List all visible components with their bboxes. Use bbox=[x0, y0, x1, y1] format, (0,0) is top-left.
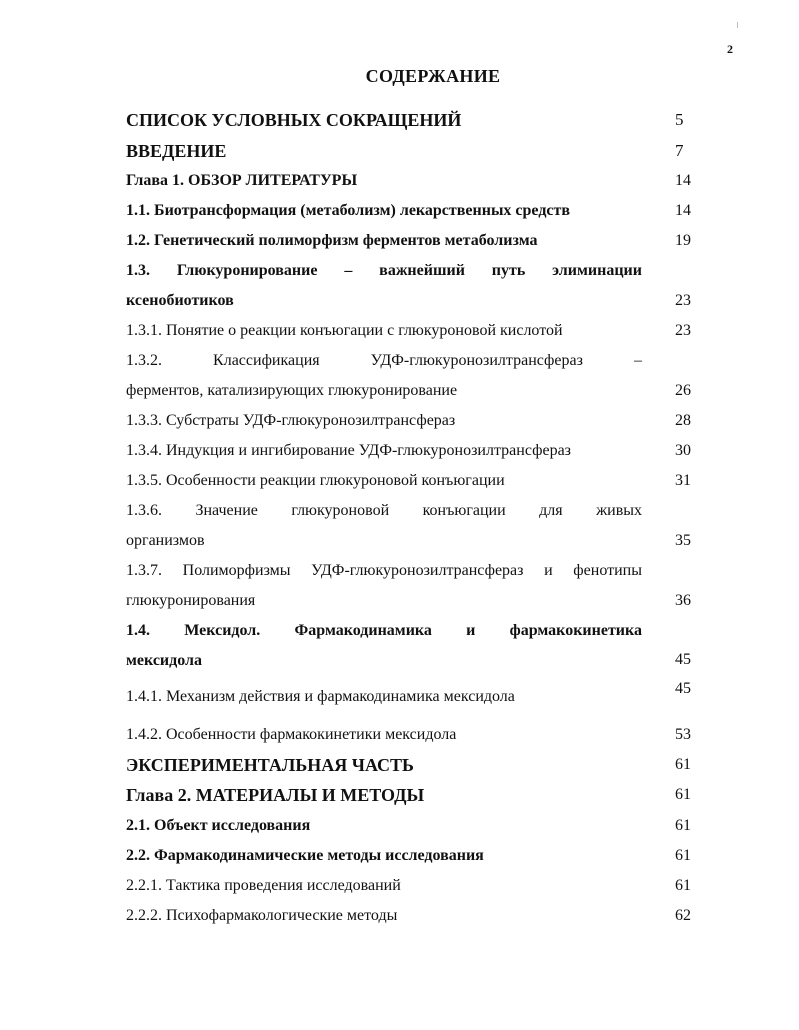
toc-entry-section-1-4-continued: мексидола bbox=[126, 652, 202, 669]
toc-page-number: 61 bbox=[675, 847, 691, 864]
page-number: 2 bbox=[727, 42, 733, 56]
toc-entry-subsection-1-3-7-continued: глюкуронирования bbox=[126, 592, 256, 609]
toc-entry-subsection-1-3-3: 1.3.3. Субстраты УДФ-глюкуронозилтрансфераз bbox=[126, 412, 456, 429]
toc-page-number: 14 bbox=[675, 172, 691, 189]
toc-page-number: 61 bbox=[675, 817, 691, 834]
toc-entry-section-1-3-continued: ксенобиотиков bbox=[126, 292, 234, 309]
toc-page-number: 61 bbox=[675, 786, 691, 803]
toc-page-number: 26 bbox=[675, 382, 691, 399]
toc-entry-introduction: ВВЕДЕНИЕ bbox=[126, 141, 227, 161]
toc-entry-section-1-3: 1.3. Глюкуронирование – важнейший путь элиминации bbox=[126, 262, 642, 279]
toc-entry-subsection-1-3-6: 1.3.6. Значение глюкуроновой конъюгации для живых bbox=[126, 502, 642, 519]
toc-page-number: 14 bbox=[675, 202, 691, 219]
toc-page-number: 23 bbox=[675, 292, 691, 309]
toc-entry-experimental-part: ЭКСПЕРИМЕНТАЛЬНАЯ ЧАСТЬ bbox=[126, 755, 414, 775]
toc-entry-section-2-1: 2.1. Объект исследования bbox=[126, 817, 311, 834]
toc-entry-section-1-1: 1.1. Биотрансформация (метаболизм) лекарственных средств bbox=[126, 202, 571, 219]
toc-entry-subsection-1-3-6-continued: организмов bbox=[126, 532, 205, 549]
toc-entry-subsection-1-4-1: 1.4.1. Механизм действия и фармакодинамика мексидола bbox=[126, 688, 515, 705]
toc-page-number: 28 bbox=[675, 412, 691, 429]
toc-entry-subsection-2-2-2: 2.2.2. Психофармакологические методы bbox=[126, 907, 398, 924]
toc-entry-subsection-1-3-7: 1.3.7. Полиморфизмы УДФ-глюкуронозилтрансфераз и фенотипы bbox=[126, 562, 642, 579]
page-title: СОДЕРЖАНИЕ bbox=[365, 66, 501, 86]
toc-page-number: 45 bbox=[675, 680, 691, 697]
toc-entry-subsection-1-3-2-continued: ферментов, катализирующих глюкуронирование bbox=[126, 382, 458, 399]
toc-page-number: 61 bbox=[675, 877, 691, 894]
toc-page-number: 45 bbox=[675, 651, 691, 668]
toc-entry-subsection-1-3-1: 1.3.1. Понятие о реакции конъюгации с глюкуроновой кислотой bbox=[126, 322, 563, 339]
toc-page-number: 53 bbox=[675, 726, 691, 743]
toc-page-number: 36 bbox=[675, 592, 691, 609]
toc-page-number: 23 bbox=[675, 322, 691, 339]
scan-speck bbox=[737, 22, 738, 28]
toc-page-number: 62 bbox=[675, 907, 691, 924]
toc-page-number: 5 bbox=[675, 110, 684, 129]
toc-entry-subsection-1-3-4: 1.3.4. Индукция и ингибирование УДФ-глюкуронозилтрансфераз bbox=[126, 442, 571, 459]
toc-entry-subsection-1-3-2: 1.3.2. Классификация УДФ-глюкуронозилтрансфераз – bbox=[126, 352, 642, 369]
toc-page-number: 61 bbox=[675, 756, 691, 773]
toc-entry-chapter-1: Глава 1. ОБЗОР ЛИТЕРАТУРЫ bbox=[126, 172, 358, 189]
toc-entry-section-1-4: 1.4. Мексидол. Фармакодинамика и фармакокинетика bbox=[126, 622, 642, 639]
toc-entry-section-1-2: 1.2. Генетический полиморфизм ферментов метаболизма bbox=[126, 232, 538, 249]
toc-entry-section-2-2: 2.2. Фармакодинамические методы исследования bbox=[126, 847, 484, 864]
toc-entry-chapter-2: Глава 2. МАТЕРИАЛЫ И МЕТОДЫ bbox=[126, 785, 425, 805]
toc-entry-subsection-1-3-5: 1.3.5. Особенности реакции глюкуроновой конъюгации bbox=[126, 472, 505, 489]
toc-page-number: 7 bbox=[675, 141, 684, 160]
toc-page-number: 19 bbox=[675, 232, 691, 249]
toc-entry-abbreviations: СПИСОК УСЛОВНЫХ СОКРАЩЕНИЙ bbox=[126, 110, 462, 130]
toc-entry-subsection-2-2-1: 2.2.1. Тактика проведения исследований bbox=[126, 877, 401, 894]
toc-page-number: 30 bbox=[675, 442, 691, 459]
toc-entry-subsection-1-4-2: 1.4.2. Особенности фармакокинетики мексидола bbox=[126, 726, 457, 743]
toc-page-number: 31 bbox=[675, 472, 691, 489]
toc-page-number: 35 bbox=[675, 532, 691, 549]
